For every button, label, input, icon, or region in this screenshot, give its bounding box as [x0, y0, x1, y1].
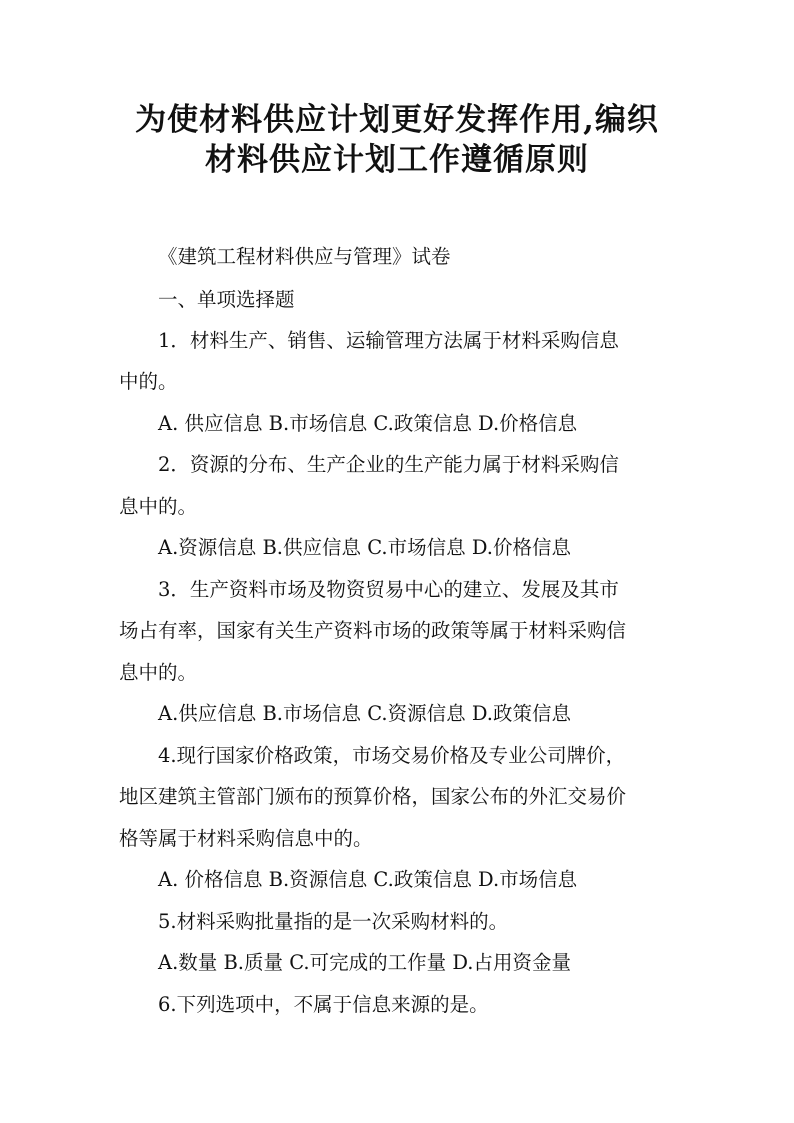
question-5-text: 5.材料采购批量指的是一次采购材料的。 — [158, 910, 509, 933]
question-1-options: A. 供应信息 B.市场信息 C.政策信息 D.价格信息 — [158, 412, 578, 435]
question-3-text-cont: 场占有率，国家有关生产资料市场的政策等属于材料采购信 — [119, 619, 627, 642]
question-4-options: A. 价格信息 B.资源信息 C.政策信息 D.市场信息 — [158, 868, 578, 891]
question-3-text: 3．生产资料市场及物资贸易中心的建立、发展及其市 — [158, 578, 619, 601]
question-2-text: 2．资源的分布、生产企业的生产能力属于材料采购信 — [158, 453, 619, 476]
document-title-line-2: 材料供应计划工作遵循原则 — [205, 142, 589, 178]
question-3-text-cont-2: 息中的。 — [119, 661, 198, 684]
question-5-options: A.数量 B.质量 C.可完成的工作量 D.占用资金量 — [158, 951, 571, 974]
question-4-text-cont: 地区建筑主管部门颁布的预算价格，国家公布的外汇交易价 — [119, 785, 627, 808]
question-4-text: 4.现行国家价格政策，市场交易价格及专业公司牌价， — [158, 744, 626, 767]
question-4-text-cont-2: 格等属于材料采购信息中的。 — [119, 827, 373, 850]
document-title-line-1: 为使材料供应计划更好发挥作用,编织 — [135, 102, 659, 138]
section-heading: 一、单项选择题 — [158, 288, 295, 311]
question-3-options: A.供应信息 B.市场信息 C.资源信息 D.政策信息 — [158, 702, 571, 725]
question-2-text-cont: 息中的。 — [119, 495, 198, 518]
question-6-text: 6.下列选项中，不属于信息来源的是。 — [158, 993, 489, 1016]
question-1-text-cont: 中的。 — [119, 370, 178, 393]
question-2-options: A.资源信息 B.供应信息 C.市场信息 D.价格信息 — [158, 536, 571, 559]
exam-heading: 《建筑工程材料供应与管理》试卷 — [158, 245, 451, 268]
question-1-text: 1．材料生产、销售、运输管理方法属于材料采购信息 — [158, 329, 619, 352]
